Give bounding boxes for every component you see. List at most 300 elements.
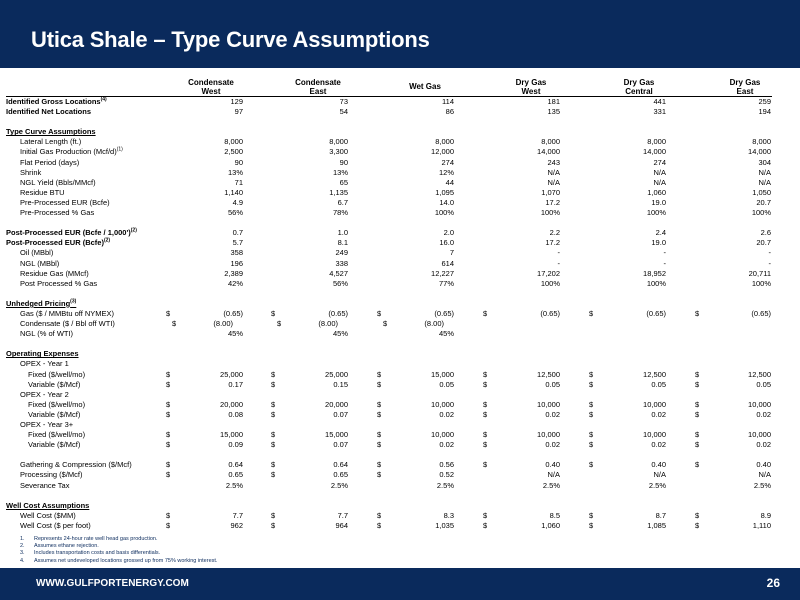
table-cell: 0.64 — [333, 460, 348, 470]
table-cell: 13% — [332, 167, 348, 177]
row-label: Pre-Processed % Gas — [20, 208, 95, 218]
table-cell: 964 — [335, 520, 348, 530]
table-cell: 15,000 — [220, 430, 243, 440]
table-row — [0, 97, 800, 107]
table-cell: 0.17 — [228, 379, 243, 389]
slide-header — [0, 0, 800, 68]
table-cell: 25,000 — [325, 369, 348, 379]
dollar-sign: $ — [166, 470, 171, 480]
footnote — [20, 550, 520, 557]
table-row — [0, 430, 800, 440]
table-cell: - — [768, 258, 771, 268]
footnote-ref: (1) — [116, 146, 123, 153]
spacer-row — [0, 117, 800, 127]
table-row — [0, 370, 800, 380]
row-label: Fixed ($/well/mo) — [28, 430, 86, 440]
dollar-sign: $ — [377, 399, 382, 409]
dollar-sign: $ — [589, 369, 594, 379]
table-cell: 614 — [441, 258, 454, 268]
table-cell: 3,300 — [329, 147, 348, 157]
table-cell: 10,000 — [643, 399, 666, 409]
table-cell: 14,000 — [643, 147, 666, 157]
footnote-number: 3. — [20, 550, 25, 557]
table-cell: 243 — [547, 157, 560, 167]
dollar-sign: $ — [589, 399, 594, 409]
table-cell: 274 — [441, 157, 454, 167]
dollar-sign: $ — [483, 369, 488, 379]
row-label: Residue BTU — [20, 187, 65, 197]
table-cell: (0.65) — [328, 308, 348, 318]
table-cell: 20,000 — [325, 399, 348, 409]
table-cell: 7.7 — [232, 510, 243, 520]
table-cell: 8,000 — [224, 137, 243, 147]
table-cell: 0.09 — [228, 440, 243, 450]
dollar-sign: $ — [377, 379, 382, 389]
table-cell: 12,500 — [643, 369, 666, 379]
column-header-line: West — [521, 87, 541, 96]
column-header-line: East — [736, 87, 754, 96]
table-cell: 17,202 — [537, 268, 560, 278]
slide-footer — [0, 568, 800, 600]
dollar-sign: $ — [271, 520, 276, 530]
table-cell: 12% — [438, 167, 454, 177]
row-label: Well Cost ($ per foot) — [20, 520, 91, 530]
table-cell: 44 — [445, 177, 454, 187]
table-cell: 19.0 — [651, 238, 666, 248]
dollar-sign: $ — [589, 379, 594, 389]
table-row — [0, 259, 800, 269]
row-label: Variable ($/Mcf) — [28, 379, 81, 389]
table-cell: 2.5% — [225, 480, 243, 490]
table-row — [0, 107, 800, 117]
table-cell: 0.02 — [439, 409, 454, 419]
dollar-sign: $ — [589, 460, 594, 470]
footnote-ref: (4) — [100, 96, 107, 103]
table-cell: 0.05 — [756, 379, 771, 389]
spacer-row — [0, 450, 800, 460]
table-cell: 45% — [438, 329, 454, 339]
table-row — [0, 299, 800, 309]
spacer-row — [0, 289, 800, 299]
table-cell: 0.02 — [545, 409, 560, 419]
table-cell: 100% — [751, 278, 771, 288]
table-row — [0, 349, 800, 359]
table-cell: 100% — [646, 208, 666, 218]
table-cell: 181 — [547, 97, 560, 106]
table-cell: 2,500 — [224, 147, 243, 157]
table-cell: 100% — [646, 278, 666, 288]
table-cell: 90 — [234, 157, 243, 167]
dollar-sign: $ — [377, 369, 382, 379]
table-cell: 8,000 — [647, 137, 666, 147]
dollar-sign: $ — [271, 430, 276, 440]
table-row — [0, 501, 800, 511]
table-cell: - — [768, 248, 771, 258]
column-header-line: Dry Gas — [729, 78, 761, 87]
table-cell: 0.07 — [333, 409, 348, 419]
row-label: Post-Processed EUR (Bcfe / 1,000')$^{(2)}$ — [6, 227, 137, 238]
column-header — [700, 78, 790, 96]
table-row — [0, 188, 800, 198]
table-row — [0, 309, 800, 319]
table-cell: 2.5% — [330, 480, 348, 490]
row-label: Shrink — [20, 167, 42, 177]
dollar-sign: $ — [377, 409, 382, 419]
column-header-line: Dry Gas — [623, 78, 655, 87]
slide-title: Utica Shale – Type Curve Assumptions — [31, 27, 430, 52]
table-cell: 12,000 — [431, 147, 454, 157]
spacer-row — [0, 218, 800, 228]
table-cell: 2.5% — [648, 480, 666, 490]
dollar-sign: $ — [277, 319, 282, 329]
table-row — [0, 470, 800, 480]
dollar-sign: $ — [166, 399, 171, 409]
dollar-sign: $ — [695, 379, 700, 389]
row-label: Lateral Length (ft.) — [20, 137, 82, 147]
dollar-sign: $ — [271, 470, 276, 480]
table-cell: 73 — [339, 97, 348, 106]
dollar-sign: $ — [695, 369, 700, 379]
table-cell: 0.05 — [545, 379, 560, 389]
table-cell: 962 — [230, 520, 243, 530]
footnote-text: Includes transportation costs and basis differentials. — [34, 550, 161, 557]
column-header-line: Condensate — [188, 78, 234, 87]
dollar-sign: $ — [377, 430, 382, 440]
table-cell: 259 — [758, 97, 771, 106]
dollar-sign: $ — [377, 510, 382, 520]
table-cell: 304 — [758, 157, 771, 167]
table-cell: 2.4 — [655, 228, 666, 238]
column-header-line: Condensate — [295, 78, 341, 87]
footnote — [20, 543, 520, 550]
dollar-sign: $ — [271, 399, 276, 409]
dollar-sign: $ — [166, 440, 171, 450]
table-cell: 0.07 — [333, 440, 348, 450]
table-cell: 0.40 — [651, 460, 666, 470]
table-cell: 10,000 — [748, 399, 771, 409]
table-cell: 13% — [227, 167, 243, 177]
table-cell: 15,000 — [325, 430, 348, 440]
column-header — [273, 78, 363, 96]
table-cell: 0.15 — [333, 379, 348, 389]
assumptions-table — [0, 97, 800, 531]
table-cell: 20,000 — [220, 399, 243, 409]
table-cell: 4.9 — [232, 197, 243, 207]
table-cell: N/A — [547, 177, 560, 187]
table-row — [0, 319, 800, 329]
table-cell: 2.2 — [549, 228, 560, 238]
dollar-sign: $ — [483, 430, 488, 440]
table-cell: (8.00) — [213, 319, 233, 329]
table-cell: 12,227 — [431, 268, 454, 278]
column-header-line: Dry Gas — [515, 78, 547, 87]
table-cell: 20.7 — [756, 238, 771, 248]
table-cell: 100% — [540, 278, 560, 288]
column-header — [380, 82, 470, 91]
table-cell: (0.65) — [751, 308, 771, 318]
table-cell: 0.02 — [439, 440, 454, 450]
row-label: Condensate ($ / Bbl off WTI) — [20, 319, 115, 329]
table-cell: 77% — [438, 278, 454, 288]
dollar-sign: $ — [166, 379, 171, 389]
table-row — [0, 521, 800, 531]
table-cell: 129 — [230, 97, 243, 106]
table-cell: 54 — [339, 107, 348, 117]
table-cell: 5.7 — [232, 238, 243, 248]
dollar-sign: $ — [483, 510, 488, 520]
table-cell: N/A — [547, 470, 560, 480]
table-cell: (0.65) — [223, 308, 243, 318]
table-cell: 86 — [445, 107, 454, 117]
footnote-number: 2. — [20, 543, 25, 550]
table-cell: 2.5% — [753, 480, 771, 490]
row-label: NGL (% of WTI) — [20, 329, 74, 339]
table-cell: 18,952 — [643, 268, 666, 278]
dollar-sign: $ — [589, 308, 594, 318]
dollar-sign: $ — [377, 460, 382, 470]
dollar-sign: $ — [377, 308, 382, 318]
table-cell: - — [557, 258, 560, 268]
table-row — [0, 248, 800, 258]
table-cell: 10,000 — [431, 430, 454, 440]
dollar-sign: $ — [271, 409, 276, 419]
dollar-sign: $ — [695, 308, 700, 318]
dollar-sign: $ — [271, 308, 276, 318]
table-cell: 0.64 — [228, 460, 243, 470]
footnote-ref: (3) — [70, 298, 77, 305]
row-label: Unhedged Pricing$^{(3)}$ — [6, 298, 77, 308]
table-cell: 14.0 — [439, 197, 454, 207]
table-cell: 25,000 — [220, 369, 243, 379]
row-label: Gas ($ / MMBtu off NYMEX) — [20, 308, 115, 318]
table-cell: 1,095 — [435, 187, 454, 197]
table-cell: 4,527 — [329, 268, 348, 278]
table-row — [0, 279, 800, 289]
table-cell: 65 — [339, 177, 348, 187]
table-cell: 8,000 — [752, 137, 771, 147]
dollar-sign: $ — [483, 409, 488, 419]
table-row — [0, 481, 800, 491]
table-cell: 14,000 — [537, 147, 560, 157]
row-label: Initial Gas Production $(Mcf/d)^{(1)}$ — [20, 146, 123, 157]
table-cell: 1,140 — [224, 187, 243, 197]
row-label: NGL Yield (Bbls/MMcf) — [20, 177, 96, 187]
table-row — [0, 420, 800, 430]
table-cell: 7 — [449, 248, 454, 258]
footer-url: WWW.GULFPORTENERGY.COM — [36, 578, 189, 589]
row-label: Variable ($/Mcf) — [28, 409, 81, 419]
table-cell: 100% — [751, 208, 771, 218]
table-cell: 78% — [332, 208, 348, 218]
table-cell: 1,135 — [329, 187, 348, 197]
table-cell: 12,500 — [748, 369, 771, 379]
table-row — [0, 178, 800, 188]
table-cell: 8,000 — [541, 137, 560, 147]
table-row — [0, 440, 800, 450]
column-header — [594, 78, 684, 96]
table-cell: 19.0 — [651, 197, 666, 207]
dollar-sign: $ — [271, 440, 276, 450]
spacer-row — [0, 491, 800, 501]
row-label: Flat Period (days) — [20, 157, 80, 167]
dollar-sign: $ — [271, 510, 276, 520]
footnote-number: 4. — [20, 557, 25, 564]
column-header — [166, 78, 256, 96]
table-cell: 8,000 — [435, 137, 454, 147]
table-cell: 45% — [332, 329, 348, 339]
dollar-sign: $ — [483, 520, 488, 530]
table-cell: 8.5 — [549, 510, 560, 520]
table-cell: 0.40 — [545, 460, 560, 470]
table-row — [0, 390, 800, 400]
dollar-sign: $ — [166, 430, 171, 440]
dollar-sign: $ — [589, 430, 594, 440]
table-cell: 2.6 — [760, 228, 771, 238]
table-cell: 10,000 — [537, 430, 560, 440]
table-row — [0, 329, 800, 339]
table-cell: 0.65 — [228, 470, 243, 480]
table-cell: 12,500 — [537, 369, 560, 379]
table-row — [0, 208, 800, 218]
dollar-sign: $ — [483, 379, 488, 389]
dollar-sign: $ — [377, 440, 382, 450]
table-cell: 14,000 — [748, 147, 771, 157]
table-cell: 2.5% — [436, 480, 454, 490]
table-cell: 0.56 — [439, 460, 454, 470]
dollar-sign: $ — [589, 409, 594, 419]
table-cell: 1,110 — [752, 520, 771, 530]
table-cell: N/A — [653, 177, 666, 187]
row-label: Identified Gross Locations$^{(4)}$ — [6, 96, 107, 106]
table-cell: 10,000 — [537, 399, 560, 409]
table-cell: (0.65) — [540, 308, 560, 318]
table-cell: 0.7 — [232, 228, 243, 238]
dollar-sign: $ — [271, 460, 276, 470]
table-cell: 0.02 — [756, 409, 771, 419]
dollar-sign: $ — [483, 460, 488, 470]
table-cell: 8.1 — [337, 238, 348, 248]
table-cell: 0.05 — [651, 379, 666, 389]
table-cell: 20,711 — [748, 268, 771, 278]
table-cell: 1,060 — [541, 520, 560, 530]
table-cell: N/A — [758, 177, 771, 187]
footnote-ref: (2) — [103, 237, 111, 244]
row-label: Fixed ($/well/mo) — [28, 369, 86, 379]
table-row — [0, 238, 800, 248]
table-cell: 1,050 — [752, 187, 771, 197]
table-cell: 0.65 — [333, 470, 348, 480]
table-cell: 100% — [434, 208, 454, 218]
table-row — [0, 147, 800, 157]
row-label: Variable ($/Mcf) — [28, 440, 81, 450]
table-cell: 1.0 — [337, 228, 348, 238]
dollar-sign: $ — [695, 440, 700, 450]
dollar-sign: $ — [166, 308, 171, 318]
table-cell: N/A — [758, 167, 771, 177]
dollar-sign: $ — [271, 379, 276, 389]
table-cell: 8.3 — [443, 510, 454, 520]
dollar-sign: $ — [695, 460, 700, 470]
table-cell: 97 — [234, 107, 243, 117]
table-cell: 0.08 — [228, 409, 243, 419]
table-cell: 8.9 — [760, 510, 771, 520]
dollar-sign: $ — [589, 520, 594, 530]
row-label: OPEX - Year 1 — [20, 359, 69, 369]
row-label: Processing ($/Mcf) — [20, 470, 83, 480]
table-cell: 17.2 — [545, 238, 560, 248]
dollar-sign: $ — [483, 399, 488, 409]
row-label: Pre-Processed EUR (Bcfe) — [20, 197, 110, 207]
table-cell: 0.02 — [651, 409, 666, 419]
table-cell: 17.2 — [545, 197, 560, 207]
table-row — [0, 158, 800, 168]
table-cell: 20.7 — [756, 197, 771, 207]
table-cell: 0.02 — [756, 440, 771, 450]
column-header-line: Wet Gas — [409, 82, 441, 91]
table-row — [0, 269, 800, 279]
row-label: Post Processed % Gas — [20, 278, 98, 288]
table-cell: N/A — [758, 470, 771, 480]
footnote-number: 1. — [20, 536, 25, 542]
dollar-sign: $ — [695, 510, 700, 520]
table-cell: 196 — [230, 258, 243, 268]
table-cell: 8.7 — [655, 510, 666, 520]
table-cell: 10,000 — [748, 430, 771, 440]
table-cell: (0.65) — [434, 308, 454, 318]
footnotes — [20, 536, 520, 565]
table-cell: - — [663, 248, 666, 258]
table-cell: 0.02 — [651, 440, 666, 450]
column-header-line: West — [201, 87, 221, 96]
table-cell: N/A — [547, 167, 560, 177]
table-cell: 2.5% — [542, 480, 560, 490]
table-cell: 441 — [653, 97, 666, 106]
table-cell: (8.00) — [318, 319, 338, 329]
dollar-sign: $ — [695, 520, 700, 530]
table-cell: 56% — [332, 278, 348, 288]
footnote — [20, 536, 520, 543]
table-cell: 331 — [653, 107, 666, 117]
row-label: Well Cost ($MM) — [20, 510, 76, 520]
table-row — [0, 359, 800, 369]
row-label: Post-Processed EUR (Bcfe)$^{(2)}$ — [6, 237, 111, 248]
table-cell: 0.40 — [756, 460, 771, 470]
dollar-sign: $ — [383, 319, 388, 329]
dollar-sign: $ — [483, 308, 488, 318]
dollar-sign: $ — [377, 470, 382, 480]
footnote-text: Assumes net undeveloped locations grossed up from 75% working interest. — [34, 557, 218, 564]
table-row — [0, 198, 800, 208]
table-row — [0, 380, 800, 390]
table-cell: 1,035 — [435, 520, 454, 530]
row-label: Fixed ($/well/mo) — [28, 399, 86, 409]
table-cell: 2,389 — [224, 268, 243, 278]
table-cell: 2.0 — [443, 228, 454, 238]
table-cell: 0.02 — [545, 440, 560, 450]
dollar-sign: $ — [695, 409, 700, 419]
footnote-ref: (2) — [130, 227, 137, 234]
dollar-sign: $ — [695, 399, 700, 409]
table-cell: 1,085 — [647, 520, 666, 530]
table-cell: 71 — [234, 177, 243, 187]
column-header-line: Central — [625, 87, 653, 96]
table-cell: 7.7 — [337, 510, 348, 520]
table-cell: 338 — [335, 258, 348, 268]
table-cell: 1,070 — [541, 187, 560, 197]
row-label: Identified Net Locations — [6, 107, 92, 117]
table-cell: 100% — [540, 208, 560, 218]
table-row — [0, 511, 800, 521]
